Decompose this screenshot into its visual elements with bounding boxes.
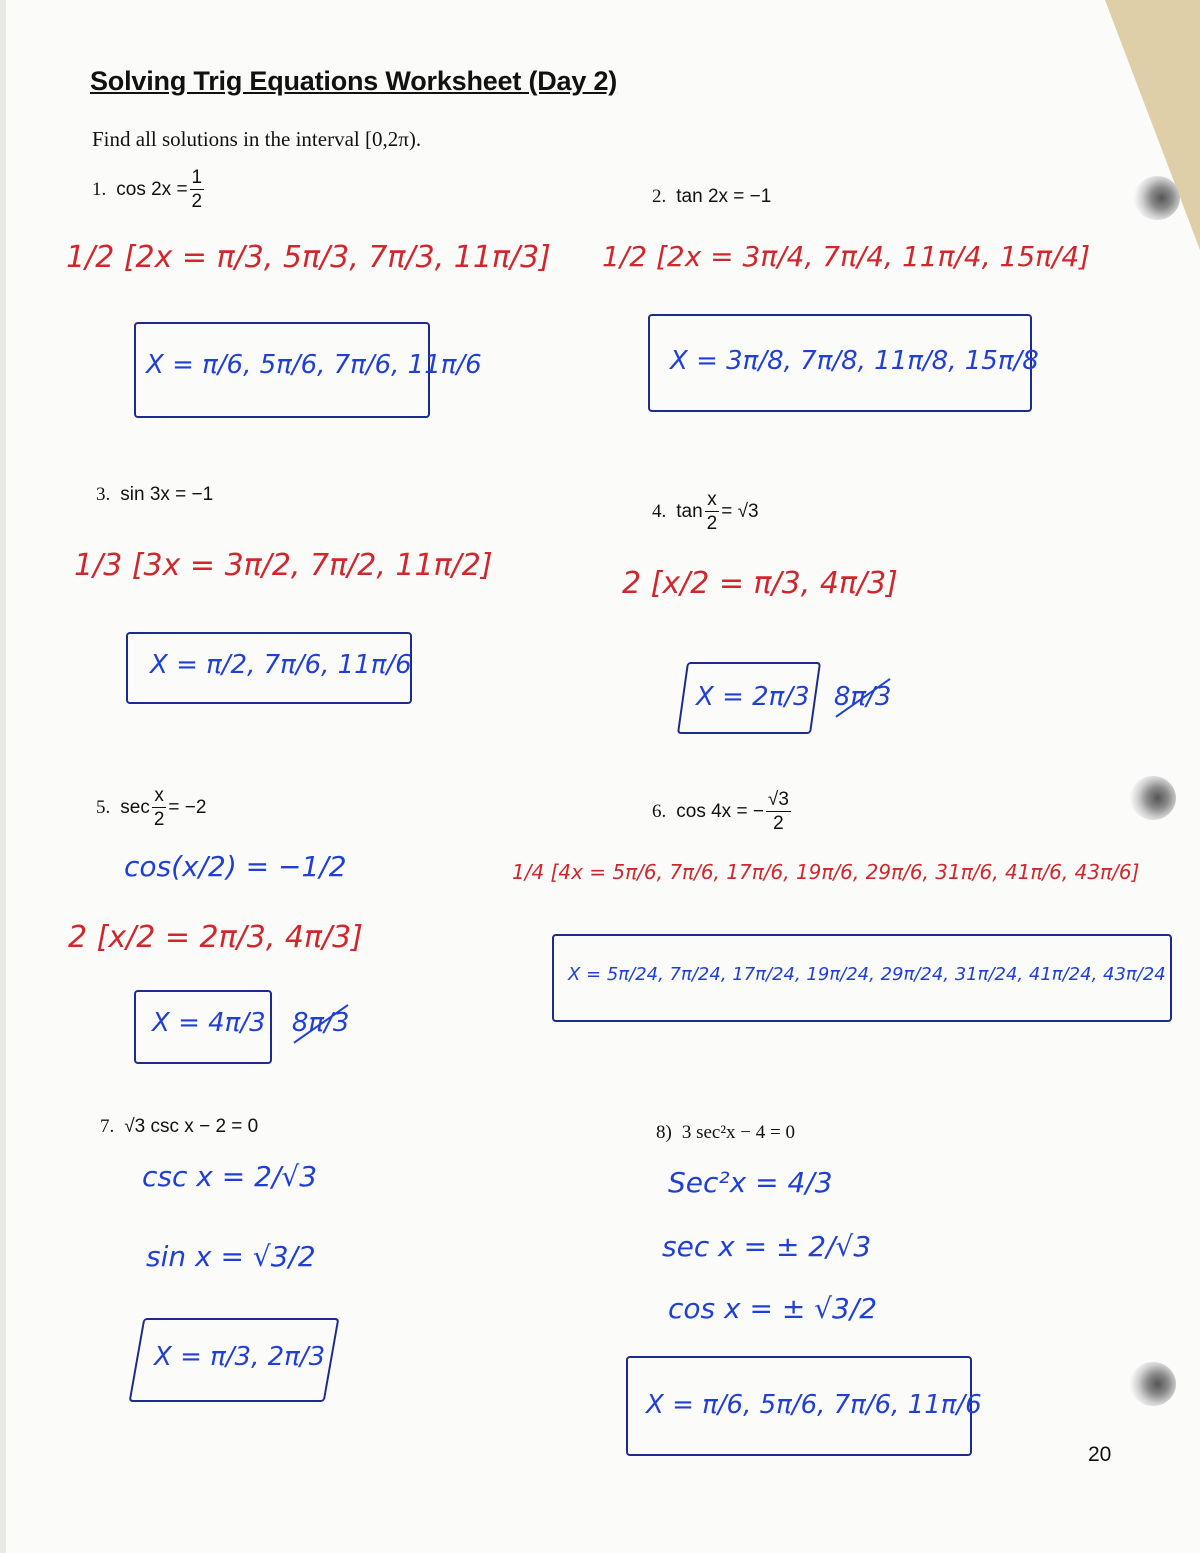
work-factor: 1/2 xyxy=(66,240,115,275)
crossed-out-value: 8π/3 xyxy=(833,682,892,712)
work-factor: 1/2 xyxy=(602,240,648,273)
crossed-out-value: 8π/3 xyxy=(291,1008,350,1038)
problem-number: 2. xyxy=(652,186,667,207)
problem-number: 3. xyxy=(96,484,111,505)
answer-6: X = 5π/24, 7π/24, 17π/24, 19π/24, 29π/24, 31π/24, 41π/24, 43π/24 xyxy=(568,964,1166,985)
problem-6 xyxy=(652,790,793,833)
equation-lhs: sec xyxy=(120,796,150,818)
work-4 xyxy=(622,566,898,601)
binder-hole-top xyxy=(1134,176,1180,220)
step-8a: Sec²x = 4/3 xyxy=(668,1166,833,1199)
worksheet-page xyxy=(6,0,1200,1553)
argument-fraction xyxy=(705,490,720,533)
answer-3: X = π/2, 7π/6, 11π/6 xyxy=(150,650,412,680)
problem-8 xyxy=(656,1122,795,1144)
answer-4 xyxy=(696,682,891,712)
work-expression: [2x = 3π/4, 7π/4, 11π/4, 15π/4] xyxy=(655,240,1091,273)
equation-lhs: cos 2x = xyxy=(116,178,188,200)
problem-1 xyxy=(92,168,206,211)
work-expression: [2x = π/3, 5π/3, 7π/3, 11π/3] xyxy=(123,240,551,275)
problem-number: 4. xyxy=(652,500,667,522)
equation: tan 2x = −1 xyxy=(676,186,772,207)
equation-rhs: = −2 xyxy=(168,796,207,818)
equation-lhs: cos 4x = − xyxy=(676,800,764,822)
worksheet-title: Solving Trig Equations Worksheet (Day 2) xyxy=(90,66,618,96)
denominator: 2 xyxy=(191,191,203,212)
work-3 xyxy=(74,548,493,583)
step-7a: csc x = 2/√3 xyxy=(142,1160,318,1193)
step-8b: sec x = ± 2/√3 xyxy=(662,1230,872,1263)
work-expression: [3x = 3π/2, 7π/2, 11π/2] xyxy=(131,548,493,583)
problem-number: 8) xyxy=(656,1122,672,1143)
answer-1: X = π/6, 5π/6, 7π/6, 11π/6 xyxy=(146,350,482,380)
instructions: Find all solutions in the interval [0,2π). xyxy=(92,127,422,151)
denominator: 2 xyxy=(153,809,165,830)
equation-lhs: tan xyxy=(676,500,703,522)
step-8c: cos x = ± √3/2 xyxy=(668,1292,878,1325)
problem-5 xyxy=(96,786,206,829)
answer-8: X = π/6, 5π/6, 7π/6, 11π/6 xyxy=(646,1390,982,1420)
problem-number: 6. xyxy=(652,800,667,822)
denominator: 2 xyxy=(706,513,718,534)
work-factor: 2 xyxy=(68,920,88,955)
equation-rhs: = √3 xyxy=(721,500,759,522)
answer-value: X = 2π/3 xyxy=(696,682,810,712)
argument-fraction xyxy=(152,786,167,829)
denominator: 2 xyxy=(773,813,784,834)
equation: sin 3x = −1 xyxy=(120,484,214,505)
numerator: 1 xyxy=(191,167,203,188)
work-expression: [4x = 5π/6, 7π/6, 17π/6, 19π/6, 29π/6, 31π/6, 41π/6, 43π/6] xyxy=(550,860,1140,884)
numerator: x xyxy=(154,785,164,806)
step-5: cos(x/2) = −1/2 xyxy=(124,850,347,883)
work-expression: [x/2 = π/3, 4π/3] xyxy=(650,566,898,601)
problem-4 xyxy=(652,490,759,533)
work-1 xyxy=(66,240,551,275)
answer-7: X = π/3, 2π/3 xyxy=(154,1342,326,1372)
numerator: x xyxy=(707,489,717,510)
equation-fraction xyxy=(766,790,791,833)
answer-5 xyxy=(152,1008,349,1038)
problem-7 xyxy=(100,1116,258,1138)
problem-3 xyxy=(96,484,213,506)
work-factor: 1/3 xyxy=(74,548,123,583)
step-7b: sin x = √3/2 xyxy=(146,1240,316,1273)
work-factor: 1/4 xyxy=(512,860,545,884)
equation: 3 sec²x − 4 = 0 xyxy=(681,1122,795,1143)
problem-2 xyxy=(652,186,771,208)
problem-number: 7. xyxy=(100,1116,115,1137)
work-5 xyxy=(68,920,363,955)
numerator: √3 xyxy=(767,789,789,810)
page-number: 20 xyxy=(1088,1443,1112,1466)
equation: √3 csc x − 2 = 0 xyxy=(124,1116,259,1137)
answer-value: X = 4π/3 xyxy=(152,1008,266,1038)
equation-fraction xyxy=(190,168,205,211)
problem-number: 1. xyxy=(92,178,107,200)
work-factor: 2 xyxy=(622,566,642,601)
work-6 xyxy=(512,860,1139,884)
problem-number: 5. xyxy=(96,796,111,818)
binder-hole-bottom xyxy=(1130,1362,1176,1406)
work-2 xyxy=(602,240,1090,273)
binder-hole-middle xyxy=(1130,776,1176,820)
work-expression: [x/2 = 2π/3, 4π/3] xyxy=(96,920,363,955)
answer-2: X = 3π/8, 7π/8, 11π/8, 15π/8 xyxy=(670,346,1039,376)
